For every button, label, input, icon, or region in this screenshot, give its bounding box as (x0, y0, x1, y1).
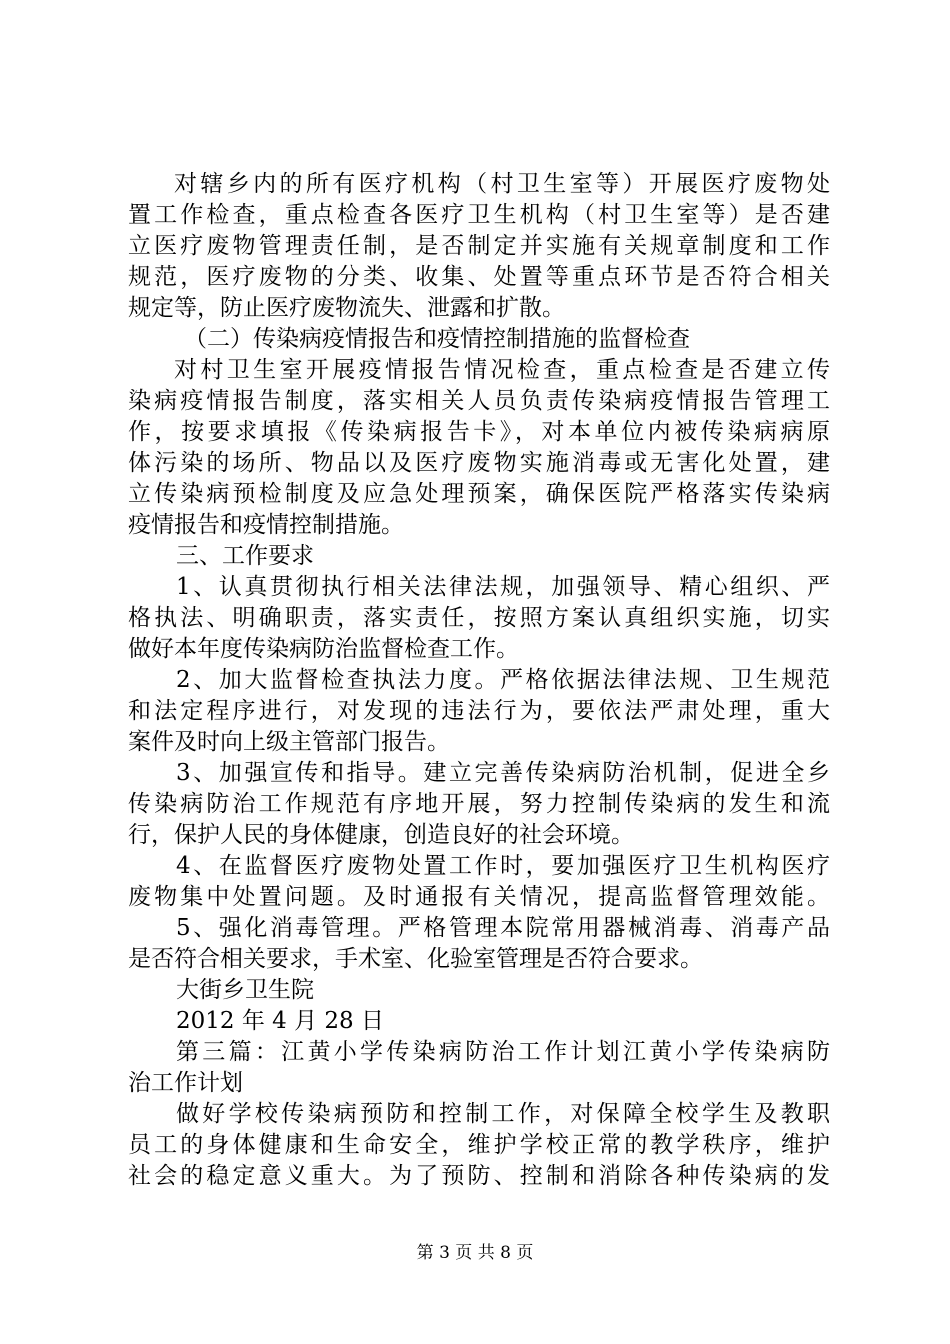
text-line: 疫情报告和疫情控制措施。 (128, 512, 404, 538)
document-body (128, 169, 830, 1192)
text-line: 规范，医疗废物的分类、收集、处置等重点环节是否符合相关 (128, 264, 830, 290)
text-line: 是否符合相关要求，手术室、化验室管理是否符合要求。 (128, 946, 703, 972)
text-line: 置工作检查，重点检查各医疗卫生机构（村卫生室等）是否建 (128, 202, 830, 228)
text-line: 和法定程序进行，对发现的违法行为，要依法严肃处理，重大 (128, 698, 830, 724)
text-line: 对辖乡内的所有医疗机构（村卫生室等）开展医疗废物处 (174, 171, 830, 197)
text-line: 做好本年度传染病防治监督检查工作。 (128, 636, 519, 662)
section-title: 第三篇：江黄小学传染病防治工作计划江黄小学传染病防 (176, 1039, 830, 1065)
text-line: 员工的身体健康和生命安全，维护学校正常的教学秩序，维护 (128, 1132, 830, 1158)
text-line: 作，按要求填报《传染病报告卡》，对本单位内被传染病病原 (128, 419, 830, 445)
text-line: 格执法、明确职责，落实责任，按照方案认真组织实施，切实 (128, 605, 830, 631)
section-title: 治工作计划 (128, 1070, 243, 1096)
text-line: 5、强化消毒管理。严格管理本院常用器械消毒、消毒产品 (176, 915, 830, 941)
text-line: 规定等，防止医疗废物流失、泄露和扩散。 (128, 295, 565, 321)
text-line: 立传染病预检制度及应急处理预案，确保医院严格落实传染病 (128, 481, 830, 507)
text-line: 案件及时向上级主管部门报告。 (128, 729, 450, 755)
text-line: 社会的稳定意义重大。为了预防、控制和消除各种传染病的发 (128, 1163, 830, 1189)
text-line: 4、在监督医疗废物处置工作时，要加强医疗卫生机构医疗 (176, 853, 830, 879)
text-line: 1、认真贯彻执行相关法律法规，加强领导、精心组织、严 (176, 574, 830, 600)
text-line: 废物集中处置问题。及时通报有关情况，提高监督管理效能。 (128, 884, 830, 910)
signature-date: 2012 年 4 月 28 日 (176, 1008, 384, 1034)
text-line: 染病疫情报告制度，落实相关人员负责传染病疫情报告管理工 (128, 388, 830, 414)
text-line: 3、加强宣传和指导。建立完善传染病防治机制，促进全乡 (176, 760, 830, 786)
text-line: 传染病防治工作规范有序地开展，努力控制传染病的发生和流 (128, 791, 830, 817)
section-heading: 三、工作要求 (176, 543, 314, 569)
text-line: 做好学校传染病预防和控制工作，对保障全校学生及教职 (176, 1101, 830, 1127)
text-line: 立医疗废物管理责任制，是否制定并实施有关规章制度和工作 (128, 233, 830, 259)
signature-org: 大街乡卫生院 (176, 977, 314, 1003)
section-heading: （二）传染病疫情报告和疫情控制措施的监督检查 (184, 326, 690, 352)
text-line: 体污染的场所、物品以及医疗废物实施消毒或无害化处置，建 (128, 450, 830, 476)
text-line: 2、加大监督检查执法力度。严格依据法律法规、卫生规范 (176, 667, 830, 693)
text-line: 对村卫生室开展疫情报告情况检查，重点检查是否建立传 (174, 357, 830, 383)
text-line: 行，保护人民的身体健康，创造良好的社会环境。 (128, 822, 634, 848)
page-number-footer: 第 3 页 共 8 页 (416, 1243, 534, 1263)
